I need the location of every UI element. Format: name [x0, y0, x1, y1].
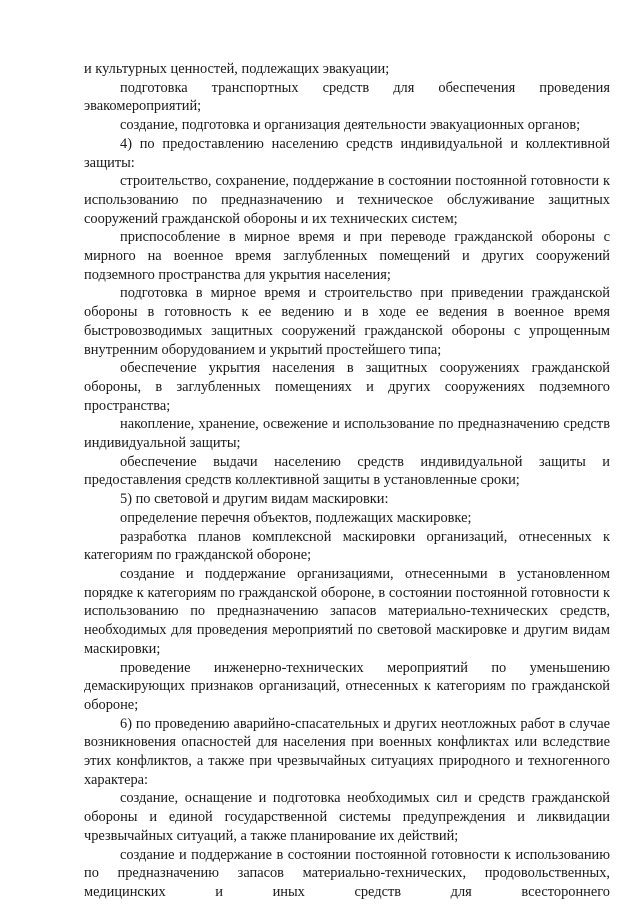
document-page	[84, 60, 610, 902]
paragraph: подготовка транспортных средств для обеспечения проведения эвакомероприятий;	[84, 79, 610, 115]
paragraph: создание, оснащение и подготовка необходимых сил и средств гражданской обороны и единой государственной системы предупреждения и ликвидации чрезвычайных ситуаций, а также планирование их действий;	[84, 790, 610, 844]
section-heading: 6) по проведению аварийно-спасательных и других неотложных работ в случае возникновения опасностей для населения при военных конфликтах или вследствие этих конфликтов, а также при чрезвычайных ситуациях природного и техногенного характера:	[84, 715, 610, 788]
paragraph: создание и поддержание в состоянии постоянной готовности к использованию по предназначению запасов материально-технических, продовольственных, медицинских и иных средств для всестороннего	[84, 846, 610, 900]
paragraph: создание, подготовка и организация деятельности эвакуационных органов;	[120, 117, 581, 134]
paragraph: накопление, хранение, освежение и использование по предназначению средств индивидуальной защиты;	[84, 416, 610, 452]
paragraph: создание и поддержание организациями, отнесенными в установленном порядке к категориям по гражданской обороне, в состоянии постоянной готовности к использованию по предназначению запасов материально-технических средств, необходимых для проведения мероприятий по световой маскировке и другим видам маскировки;	[84, 565, 610, 657]
paragraph: обеспечение укрытия населения в защитных сооружениях гражданской обороны, в заглубленных помещениях и других сооружениях подземного пространства;	[84, 360, 610, 414]
section-heading: 5) по световой и другим видам маскировки:	[120, 491, 389, 508]
paragraph: и культурных ценностей, подлежащих эвакуации;	[84, 61, 390, 77]
paragraph: обеспечение выдачи населению средств индивидуальной защиты и предоставления средств коллективной защиты в установленные сроки;	[84, 453, 610, 489]
paragraph: проведение инженерно-технических мероприятий по уменьшению демаскирующих признаков организаций, отнесенных к категориям по гражданской обороне;	[84, 659, 610, 713]
section-heading: 4) по предоставлению населению средств индивидуальной и коллективной защиты:	[84, 135, 610, 171]
paragraph: строительство, сохранение, поддержание в состоянии постоянной готовности к использованию по предназначению и техническое обслуживание защитных сооружений гражданской обороны и их технических систем;	[84, 173, 610, 227]
paragraph: подготовка в мирное время и строительство при приведении гражданской обороны в готовность к ее ведению и в ходе ее ведения в военное время быстровозводимых защитных сооружений гражданской обороны с упрощенным внутренним оборудованием и укрытий простейшего типа;	[84, 285, 610, 358]
paragraph: разработка планов комплексной маскировки организаций, отнесенных к категориям по гражданской обороне;	[84, 528, 610, 564]
paragraph: определение перечня объектов, подлежащих маскировке;	[120, 509, 472, 526]
paragraph: приспособление в мирное время и при переводе гражданской обороны с мирного на военное время заглубленных помещений и других сооружений подземного пространства для укрытия населения;	[84, 229, 610, 283]
